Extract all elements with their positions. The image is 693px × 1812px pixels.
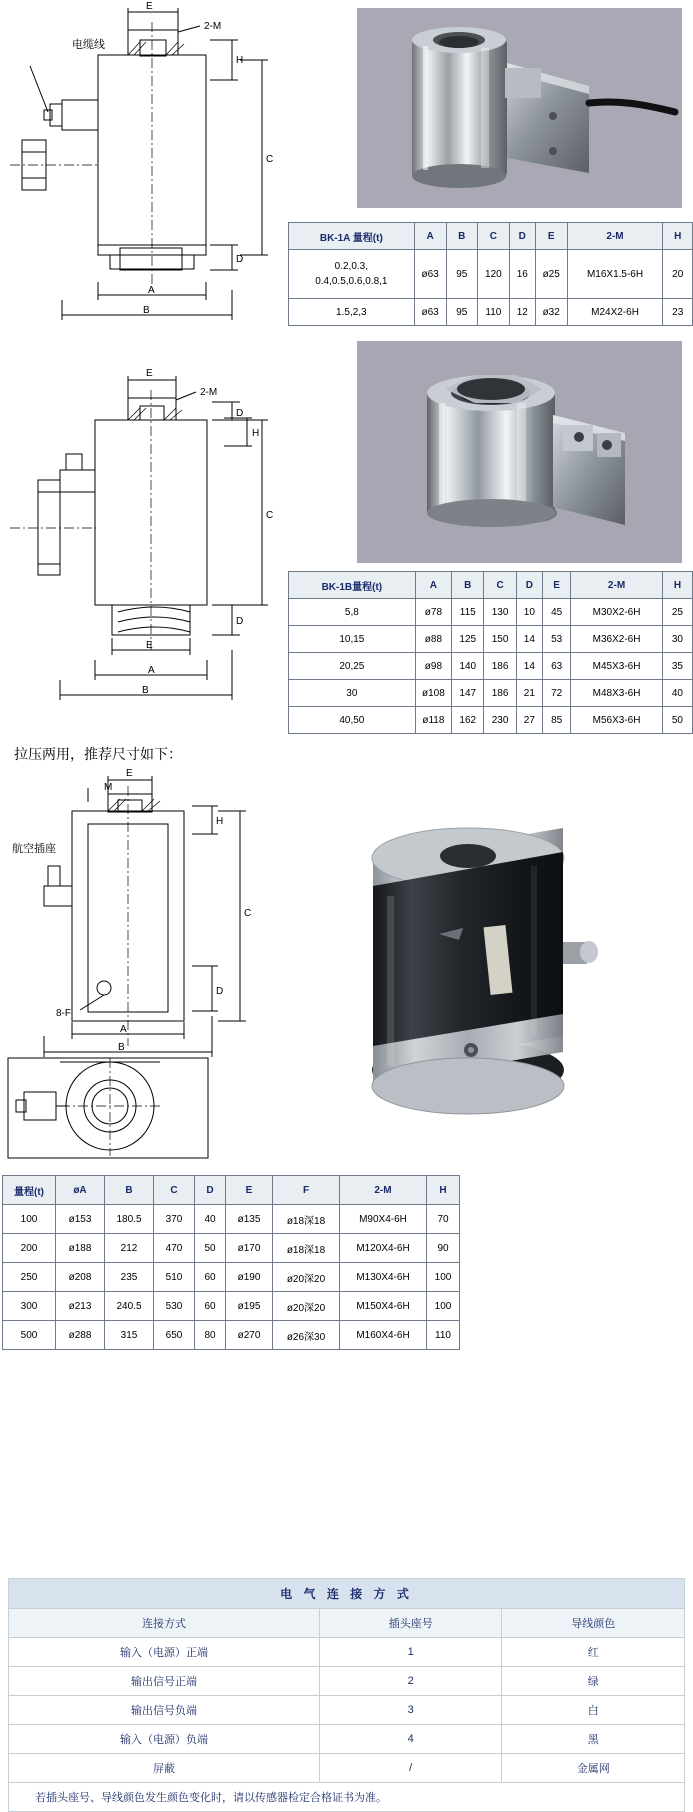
dim-label-c: C: [244, 908, 252, 919]
table-cell: 23: [663, 299, 693, 326]
dim-label-b: B: [118, 1042, 125, 1053]
table-cell: 115: [452, 599, 484, 626]
table-cell: 240.5: [105, 1292, 154, 1321]
table-cell: 70: [427, 1205, 460, 1234]
label-cable: 电缆线: [72, 39, 105, 51]
table-row: [289, 250, 693, 299]
table-cell: ø18深18: [273, 1234, 340, 1263]
table-cell: ø213: [56, 1292, 105, 1321]
table-cell: 白: [502, 1696, 685, 1725]
table-electrical-connection: [8, 1578, 685, 1812]
table-cell: 95: [446, 250, 477, 299]
table-cell: ø32: [535, 299, 567, 326]
table-cell: 10: [516, 599, 542, 626]
table-cell: 1.5,2,3: [289, 299, 415, 326]
table-cell: 21: [516, 680, 542, 707]
table-cell: M16X1.5-6H: [567, 250, 663, 299]
table-cell: M90X4-6H: [340, 1205, 427, 1234]
table-cell: 1: [319, 1638, 502, 1667]
product-photo-bk1a: [357, 8, 682, 208]
table-cell: 绿: [502, 1667, 685, 1696]
table-cell: 50: [662, 707, 692, 734]
table-cell: ø118: [415, 707, 451, 734]
table-cell: 100: [3, 1205, 56, 1234]
table-cell: M130X4-6H: [340, 1263, 427, 1292]
table-cell: 110: [477, 299, 509, 326]
table-cell: 10,15: [289, 626, 416, 653]
table-row: [3, 1234, 460, 1263]
table-cell: 80: [195, 1321, 226, 1350]
table-cell: 45: [543, 599, 571, 626]
table-cell: ø26深30: [273, 1321, 340, 1350]
table-cell: 200: [3, 1234, 56, 1263]
column-header: E: [226, 1176, 273, 1205]
dim-label-e-bottom: E: [146, 640, 153, 651]
table-cell: 150: [484, 626, 516, 653]
table-cell: ø170: [226, 1234, 273, 1263]
drawing-bk1b: [0, 350, 300, 720]
product-photo-bk1b: [357, 341, 682, 563]
column-header: H: [427, 1176, 460, 1205]
table-cell: 72: [543, 680, 571, 707]
table-cell: 120: [477, 250, 509, 299]
table-cell: ø188: [56, 1234, 105, 1263]
dim-label-e: E: [126, 768, 133, 779]
table-cell: 输出信号正端: [9, 1667, 320, 1696]
column-header: B: [446, 223, 477, 250]
table-cell: 95: [446, 299, 477, 326]
table-cell: ø18深18: [273, 1205, 340, 1234]
table-cell: 100: [427, 1263, 460, 1292]
column-header: C: [477, 223, 509, 250]
table-cell: ø135: [226, 1205, 273, 1234]
table-row: [289, 299, 693, 326]
table-cell: M48X3-6H: [571, 680, 663, 707]
column-header: 导线颜色: [502, 1609, 685, 1638]
dim-label-c: C: [266, 510, 274, 521]
column-header: F: [273, 1176, 340, 1205]
table-cell: 30: [662, 626, 692, 653]
dim-label-d-bottom: D: [236, 616, 244, 627]
column-header: D: [195, 1176, 226, 1205]
table-cell: 20: [663, 250, 693, 299]
column-header: A: [415, 572, 451, 599]
table-cell: 20,25: [289, 653, 416, 680]
table-cell: 500: [3, 1321, 56, 1350]
column-header: BK-1A 量程(t): [289, 223, 415, 250]
table-row: [3, 1205, 460, 1234]
table-cell: 212: [105, 1234, 154, 1263]
table-row: [3, 1292, 460, 1321]
table-cell: 186: [484, 653, 516, 680]
column-header: A: [414, 223, 446, 250]
table-cell: M24X2-6H: [567, 299, 663, 326]
dim-label-e: E: [146, 1, 153, 12]
table-cell: M45X3-6H: [571, 653, 663, 680]
table-cell: 250: [3, 1263, 56, 1292]
table-cell: 470: [154, 1234, 195, 1263]
table-cell: 3: [319, 1696, 502, 1725]
table-row: [3, 1321, 460, 1350]
table-cell: ø88: [415, 626, 451, 653]
table-cell: 40: [195, 1205, 226, 1234]
table-cell: 4: [319, 1725, 502, 1754]
column-header: B: [105, 1176, 154, 1205]
table-cell: 140: [452, 653, 484, 680]
table-cell: 屏蔽: [9, 1754, 320, 1783]
table-cell: 370: [154, 1205, 195, 1234]
column-header: BK-1B量程(t): [289, 572, 416, 599]
table-cell: 输入（电源）负端: [9, 1725, 320, 1754]
table-cell: 90: [427, 1234, 460, 1263]
table-cell: 530: [154, 1292, 195, 1321]
column-header: E: [535, 223, 567, 250]
table-cell: 235: [105, 1263, 154, 1292]
dim-label-d: D: [236, 254, 244, 265]
table-cell: 2: [319, 1667, 502, 1696]
table-large-capacity: [2, 1175, 460, 1350]
product-photo-large-cylinder: [335, 800, 683, 1140]
table-cell: ø270: [226, 1321, 273, 1350]
table-cell: 35: [662, 653, 692, 680]
table-cell: 60: [195, 1292, 226, 1321]
table-bk1a: [288, 222, 693, 326]
table-cell: 60: [195, 1263, 226, 1292]
dim-label-b: B: [143, 305, 150, 316]
column-header: 2-M: [567, 223, 663, 250]
table-cell: 230: [484, 707, 516, 734]
table-cell: ø20深20: [273, 1292, 340, 1321]
column-header: D: [509, 223, 535, 250]
table-cell: 5,8: [289, 599, 416, 626]
dim-label-a: A: [148, 285, 155, 296]
dim-label-b: B: [142, 685, 149, 696]
dim-label-m: M: [104, 782, 113, 793]
table-cell: 130: [484, 599, 516, 626]
table-cell: 0.2,0.3, 0.4,0.5,0.6,0.8,1: [289, 250, 415, 299]
table-cell: 100: [427, 1292, 460, 1321]
table-cell: 12: [509, 299, 535, 326]
column-header: 2-M: [340, 1176, 427, 1205]
column-header: øA: [56, 1176, 105, 1205]
table-row: [289, 680, 693, 707]
table-cell: 25: [662, 599, 692, 626]
table-cell: 输出信号负端: [9, 1696, 320, 1725]
column-header: 插头座号: [319, 1609, 502, 1638]
dim-label-a: A: [148, 665, 155, 676]
table-cell: 85: [543, 707, 571, 734]
table-row: [9, 1696, 685, 1725]
table-cell: 14: [516, 626, 542, 653]
electrical-note: 若插头座号、导线颜色发生颜色变化时，请以传感器检定合格证书为准。: [9, 1783, 685, 1812]
column-header: C: [484, 572, 516, 599]
table-row: [289, 599, 693, 626]
dim-label-a: A: [120, 1024, 127, 1035]
table-cell: 315: [105, 1321, 154, 1350]
table-cell: 红: [502, 1638, 685, 1667]
table-cell: 162: [452, 707, 484, 734]
table-cell: ø190: [226, 1263, 273, 1292]
column-header: D: [516, 572, 542, 599]
table-cell: ø98: [415, 653, 451, 680]
table-cell: M150X4-6H: [340, 1292, 427, 1321]
table-cell: 147: [452, 680, 484, 707]
table-cell: ø20深20: [273, 1263, 340, 1292]
table-row: [9, 1725, 685, 1754]
table-cell: 125: [452, 626, 484, 653]
table-cell: ø63: [414, 299, 446, 326]
table-header-row: [3, 1176, 460, 1205]
table-cell: 黑: [502, 1725, 685, 1754]
table-cell: 40,50: [289, 707, 416, 734]
table-cell: 180.5: [105, 1205, 154, 1234]
dim-label-c: C: [266, 154, 274, 165]
table-row: [3, 1263, 460, 1292]
table-row: [9, 1754, 685, 1783]
table-row: [9, 1667, 685, 1696]
table-cell: M30X2-6H: [571, 599, 663, 626]
table-header-row: [289, 223, 693, 250]
column-header: 量程(t): [3, 1176, 56, 1205]
table-cell: ø208: [56, 1263, 105, 1292]
table-cell: 27: [516, 707, 542, 734]
column-header: 连接方式: [9, 1609, 320, 1638]
table-cell: ø153: [56, 1205, 105, 1234]
section-caption: 拉压两用，推荐尺寸如下：: [14, 746, 182, 762]
table-cell: 53: [543, 626, 571, 653]
table-cell: ø78: [415, 599, 451, 626]
dim-label-2m: 2-M: [204, 21, 222, 32]
table-cell: ø195: [226, 1292, 273, 1321]
electrical-table-title: 电 气 连 接 方 式: [9, 1579, 685, 1609]
column-header: H: [662, 572, 692, 599]
column-header: E: [543, 572, 571, 599]
column-header: H: [663, 223, 693, 250]
table-cell: 650: [154, 1321, 195, 1350]
table-row: [289, 707, 693, 734]
column-header: C: [154, 1176, 195, 1205]
table-cell: ø63: [414, 250, 446, 299]
table-cell: 金属网: [502, 1754, 685, 1783]
dim-label-2m: 2-M: [200, 387, 218, 398]
table-row: [289, 626, 693, 653]
table-row: [289, 653, 693, 680]
table-cell: 16: [509, 250, 535, 299]
drawing-tension-compression: [0, 766, 300, 1166]
electrical-header-row: [9, 1609, 685, 1638]
table-cell: /: [319, 1754, 502, 1783]
table-cell: 30: [289, 680, 416, 707]
table-cell: M56X3-6H: [571, 707, 663, 734]
table-cell: M36X2-6H: [571, 626, 663, 653]
dim-label-d: D: [216, 986, 224, 997]
table-cell: ø288: [56, 1321, 105, 1350]
table-cell: ø25: [535, 250, 567, 299]
dim-label-8f: 8-F: [56, 1008, 71, 1019]
table-cell: 110: [427, 1321, 460, 1350]
table-cell: 输入（电源）正端: [9, 1638, 320, 1667]
label-aviation-socket: 航空插座: [12, 843, 56, 855]
column-header: 2-M: [571, 572, 663, 599]
table-cell: 14: [516, 653, 542, 680]
table-cell: M160X4-6H: [340, 1321, 427, 1350]
table-row: [9, 1638, 685, 1667]
table-bk1b: [288, 571, 693, 734]
drawing-bk1a: [0, 0, 300, 330]
column-header: B: [452, 572, 484, 599]
table-cell: 510: [154, 1263, 195, 1292]
table-header-row: [289, 572, 693, 599]
table-cell: ø108: [415, 680, 451, 707]
table-cell: 40: [662, 680, 692, 707]
table-cell: 63: [543, 653, 571, 680]
dim-label-h: H: [236, 55, 244, 66]
dim-label-h: H: [216, 816, 224, 827]
table-cell: 300: [3, 1292, 56, 1321]
dim-label-h: H: [252, 428, 260, 439]
table-cell: 50: [195, 1234, 226, 1263]
dim-label-d-top: D: [236, 408, 244, 419]
table-cell: M120X4-6H: [340, 1234, 427, 1263]
dim-label-e-top: E: [146, 368, 153, 379]
table-cell: 186: [484, 680, 516, 707]
